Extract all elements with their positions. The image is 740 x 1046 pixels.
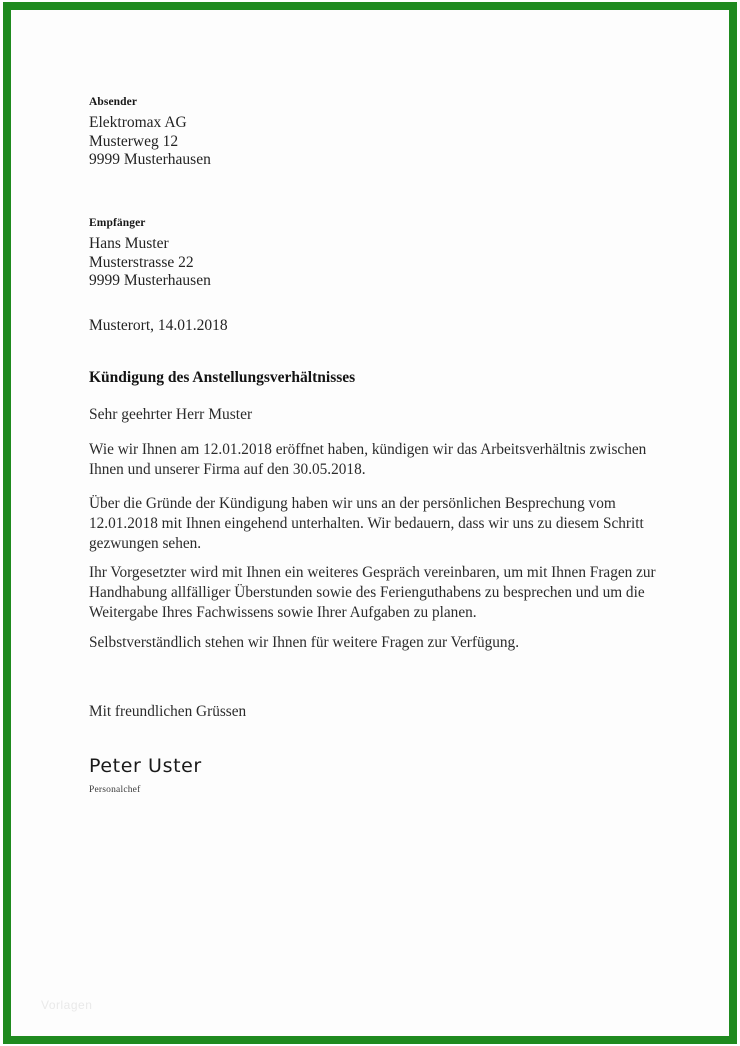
sender-line-1: Elektromax AG — [89, 114, 187, 131]
date-line: Musterort, 14.01.2018 — [89, 317, 228, 334]
sender-line-2: Musterweg 12 — [89, 132, 179, 150]
page-green-frame — [3, 2, 737, 1044]
recipient-line-3: 9999 Musterhausen — [89, 272, 211, 290]
recipient-label: Empfänger — [89, 217, 146, 229]
signature-block — [89, 755, 202, 797]
body-paragraph-4: Selbstverständlich stehen wir Ihnen für weitere Fragen zur Verfügung. — [89, 634, 520, 651]
sender-line-3: 9999 Musterhausen — [89, 151, 211, 169]
recipient-line-2: Musterstrasse 22 — [89, 253, 194, 271]
body-paragraph-2: Über die Gründe der Kündigung haben wir uns an der persönlichen Besprechung vom 12.01.2018 mit Ihnen eingehend unterhalten. Wir bedauern, dass wir uns zu diesem Schritt gezwungen sehen. — [89, 495, 644, 553]
recipient-block — [89, 215, 211, 291]
sender-block — [89, 94, 211, 170]
body-paragraph-3: Ihr Vorgesetzter wird mit Ihnen ein weiteres Gespräch vereinbaren, um mit Ihnen Fragen zur Handhabung allfälliger Überstunden sowie des Ferienguthabens zu besprechen und um die Weitergabe Ihres Fachwissens sowie Ihrer Aufgaben zu planen. — [89, 564, 656, 622]
salutation: Sehr geehrter Herr Muster — [89, 406, 253, 423]
letter-sheet — [11, 10, 729, 1036]
signature-role: Personalchef — [89, 785, 141, 795]
signature-name: Peter Uster — [89, 755, 202, 777]
body-paragraph-1: Wie wir Ihnen am 12.01.2018 eröffnet haben, kündigen wir das Arbeitsverhältnis zwischen Ihnen und unserer Firma auf den 30.05.2018. — [89, 441, 647, 479]
subject-line: Kündigung des Anstellungsverhältnisses — [89, 369, 356, 386]
recipient-line-1: Hans Muster — [89, 235, 169, 252]
closing-line: Mit freundlichen Grüssen — [89, 703, 247, 720]
watermark-label: Vorlagen — [41, 998, 93, 1012]
sender-label: Absender — [89, 96, 138, 108]
